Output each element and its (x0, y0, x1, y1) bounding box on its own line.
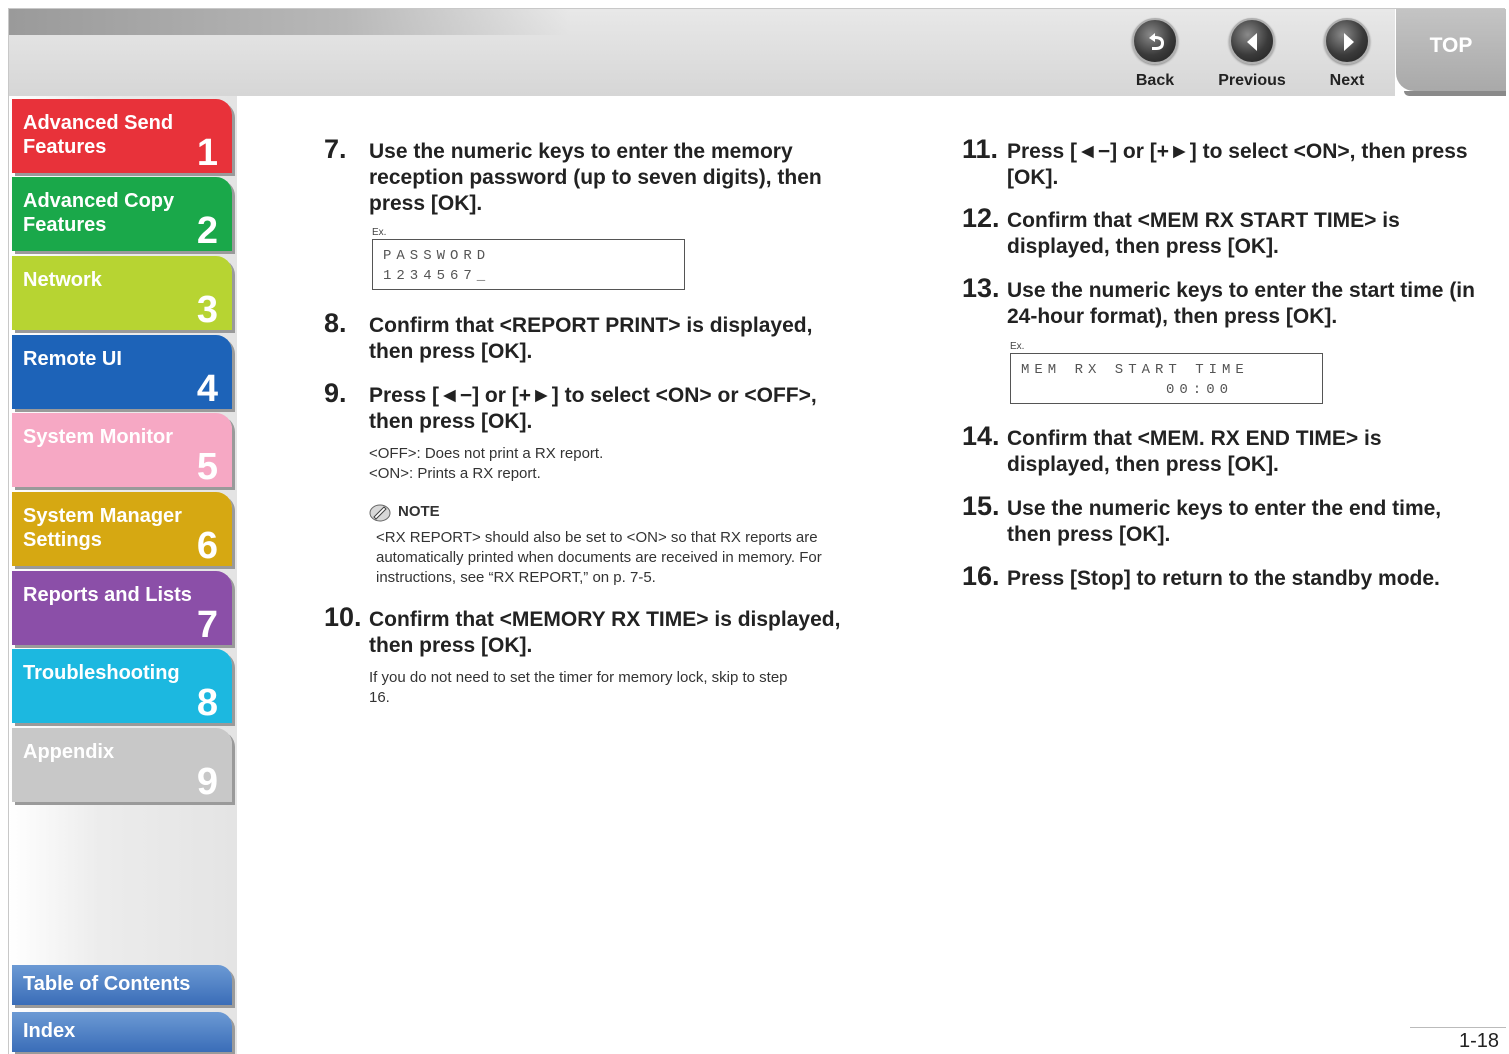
sidebar-tab-9[interactable] (12, 728, 232, 802)
sidebar-tab-label: Advanced Copy (23, 190, 175, 212)
top-button-shadow (1404, 91, 1506, 96)
step-7 (324, 134, 849, 217)
step-number: 16. (962, 561, 1000, 591)
lcd-line-1: MEM RX START TIME (1021, 362, 1249, 378)
sidebar-tab-4[interactable] (12, 335, 232, 409)
sidebar-tab-number: 7 (196, 604, 218, 646)
sidebar-tab-1[interactable] (12, 99, 232, 173)
step-16 (962, 561, 1477, 592)
step-text: Press [Stop] to return to the standby mode. (1007, 567, 1440, 590)
next-icon (1324, 18, 1370, 64)
sidebar-tab-7[interactable] (12, 571, 232, 645)
sidebar-tab-number: 8 (196, 682, 218, 724)
step-number: 13. (962, 273, 1000, 303)
previous-button[interactable] (1207, 18, 1297, 94)
sidebar-tab-label-2: Features (23, 214, 107, 236)
step-number: 15. (962, 491, 1000, 521)
step-number: 9. (324, 378, 347, 408)
on-description: <ON>: Prints a RX report. (369, 465, 541, 482)
sidebar-tab-label: Network (23, 269, 102, 291)
note-icon (369, 503, 391, 523)
back-label: Back (1135, 72, 1175, 89)
example-label: Ex. (372, 227, 387, 238)
step-number: 8. (324, 308, 347, 338)
lcd-display-password (372, 239, 685, 290)
step-text: Use the numeric keys to enter the memory reception password (up to seven digits), then press [OK]. (369, 140, 822, 215)
sidebar-tab-number: 5 (196, 446, 218, 488)
step-text: Press [◄−] or [+►] to select <ON>, then press [OK]. (1007, 140, 1468, 189)
sidebar-tab-number: 4 (196, 368, 218, 410)
lcd-line-1: PASSWORD (383, 248, 491, 264)
sidebar-tab-label: Troubleshooting (23, 662, 180, 684)
note-text: <RX REPORT> should also be set to <ON> so that RX reports are automatically printed when documents are received in memory. For instructions, see “RX REPORT,” on p. 7-5. (376, 529, 822, 586)
back-button[interactable] (1110, 18, 1200, 94)
sidebar-tab-number: 6 (196, 525, 218, 567)
step-text: Confirm that <MEM. RX END TIME> is displayed, then press [OK]. (1007, 427, 1382, 476)
step-12 (962, 203, 1477, 260)
step-number: 14. (962, 421, 1000, 451)
sidebar-tab-3[interactable] (12, 256, 232, 330)
sidebar-tab-label: Remote UI (23, 348, 122, 370)
sidebar-tab-number: 9 (196, 761, 218, 803)
note-title: NOTE (398, 503, 440, 520)
sidebar-tab-2[interactable] (12, 177, 232, 251)
back-icon (1132, 18, 1178, 64)
sidebar-tab-number: 2 (196, 210, 218, 252)
sidebar-tab-label-2: Features (23, 136, 107, 158)
sidebar-tab-label-2: Settings (23, 529, 102, 551)
step-11 (962, 134, 1477, 191)
lcd-line-2: 1234567_ (383, 268, 491, 284)
step-8 (324, 308, 849, 365)
step-text: Use the numeric keys to enter the start time (in 24-hour format), then press [OK]. (1007, 279, 1475, 328)
step-text: Confirm that <REPORT PRINT> is displayed, then press [OK]. (369, 314, 813, 363)
lcd-display-start-time (1010, 353, 1323, 404)
sidebar-tab-8[interactable] (12, 649, 232, 723)
step-text: Use the numeric keys to enter the end time, then press [OK]. (1007, 497, 1442, 546)
sidebar-tab-label: System Monitor (23, 426, 174, 448)
next-button[interactable] (1302, 18, 1392, 94)
step-number: 7. (324, 134, 347, 164)
off-description: <OFF>: Does not print a RX report. (369, 445, 604, 462)
previous-label: Previous (1218, 72, 1286, 89)
page-number: 1-18 (1458, 1030, 1499, 1052)
step-number: 12. (962, 203, 1000, 233)
previous-icon (1229, 18, 1275, 64)
step-text: Confirm that <MEMORY RX TIME> is displayed, then press [OK]. (369, 608, 841, 657)
step-number: 11. (962, 134, 999, 164)
table-of-contents-button[interactable]: Table of Contents (12, 965, 232, 1005)
sidebar-tab-5[interactable] (12, 413, 232, 487)
step-10-note: If you do not need to set the timer for memory lock, skip to step 16. (369, 669, 788, 706)
sidebar-tab-label: Advanced Send (23, 112, 174, 134)
lcd-line-2: 00:00 (1166, 382, 1234, 398)
step-14 (962, 421, 1477, 478)
step-9 (324, 378, 849, 435)
header-strip (9, 9, 569, 35)
top-button[interactable]: TOP (1396, 9, 1506, 91)
sidebar-tab-label: Appendix (23, 741, 115, 763)
step-15 (962, 491, 1477, 548)
sidebar-tab-label: Reports and Lists (23, 584, 192, 606)
sidebar-tab-label: System Manager (23, 505, 182, 527)
step-text: Confirm that <MEM RX START TIME> is displayed, then press [OK]. (1007, 209, 1400, 258)
sidebar-tab-number: 1 (196, 132, 218, 174)
sidebar-tab-number: 3 (196, 289, 218, 331)
sidebar-tab-6[interactable] (12, 492, 232, 566)
step-10 (324, 602, 849, 659)
step-number: 10. (324, 602, 362, 632)
page-number-rule (1410, 1027, 1506, 1028)
step-13 (962, 273, 1477, 330)
step-text: Press [◄−] or [+►] to select <ON> or <OFF>, then press [OK]. (369, 384, 817, 433)
index-button[interactable]: Index (12, 1012, 232, 1052)
next-label: Next (1329, 72, 1365, 89)
example-label: Ex. (1010, 341, 1025, 352)
